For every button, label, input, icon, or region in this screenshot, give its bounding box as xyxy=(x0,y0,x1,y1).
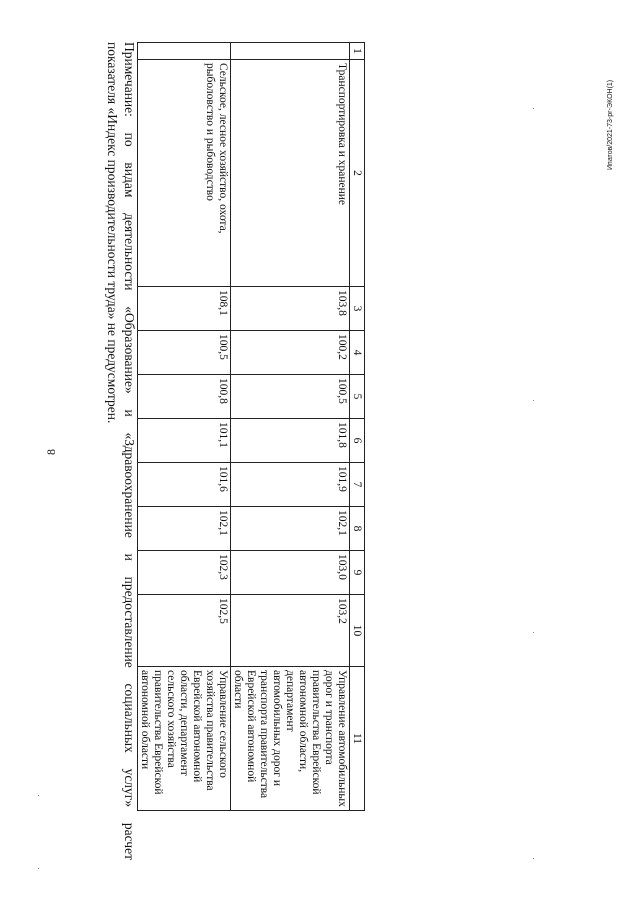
value-cell: 102,3 xyxy=(138,551,231,595)
value-cell: 103,0 xyxy=(231,551,350,595)
value-cell: 100,5 xyxy=(231,375,350,419)
header-cell: 4 xyxy=(350,331,365,375)
value-cell: 101,8 xyxy=(231,419,350,463)
value-cell: 100,8 xyxy=(138,375,231,419)
row-number-cell xyxy=(231,43,350,60)
responsible-body-cell: Управление сельского хозяйства правительства Еврейской автономной области, департамент сельского хозяйства правительства Еврейской автономной области xyxy=(138,667,231,811)
value-cell: 103,2 xyxy=(231,595,350,667)
header-cell: 3 xyxy=(350,287,365,331)
value-cell: 101,6 xyxy=(138,463,231,507)
value-cell: 103,8 xyxy=(231,287,350,331)
value-cell: 101,9 xyxy=(231,463,350,507)
scan-dot xyxy=(533,108,534,109)
value-cell: 108,1 xyxy=(138,287,231,331)
header-cell: 2 xyxy=(350,60,365,287)
value-cell: 102,5 xyxy=(138,595,231,667)
responsible-body-cell: Управление автомобильных дорог и транспорта правительства Еврейской автономной области, департамент автомобильных дорог и транспорта правительства Еврейской автономной области xyxy=(231,667,350,811)
row-number-cell xyxy=(138,43,231,60)
table-header-row xyxy=(350,43,365,811)
note-line-2: показателя «Индекс производительности труда» не предусмотрен. xyxy=(105,42,120,424)
scan-dot xyxy=(533,400,534,401)
header-cell: 6 xyxy=(350,419,365,463)
page-number: 8 xyxy=(44,449,58,455)
document-code: Ипатов/2021-73-рг-ЭКОН(1) xyxy=(607,79,614,170)
header-cell: 11 xyxy=(350,667,365,811)
value-cell: 100,2 xyxy=(231,331,350,375)
header-cell: 8 xyxy=(350,507,365,551)
value-cell: 100,5 xyxy=(138,331,231,375)
table-row xyxy=(231,43,350,811)
activity-name-cell: Сельское, лесное хозяйство, охота, рыболовство и рыбоводство xyxy=(138,60,231,287)
header-cell: 5 xyxy=(350,375,365,419)
header-cell: 1 xyxy=(350,43,365,60)
rotated-page-content xyxy=(80,42,365,866)
note-line-1: Примечание: по видам деятельности «Образование» и «Здравоохранение и предоставление социальных услуг» расчет xyxy=(122,42,137,860)
header-cell: 9 xyxy=(350,551,365,595)
table-row xyxy=(138,43,231,811)
scan-dot xyxy=(533,632,534,633)
value-cell: 102,1 xyxy=(231,507,350,551)
table-wrapper xyxy=(137,42,365,811)
scan-dot xyxy=(533,858,534,859)
scan-dot xyxy=(38,868,39,869)
header-cell: 7 xyxy=(350,463,365,507)
scan-dot xyxy=(38,795,39,796)
value-cell: 102,1 xyxy=(138,507,231,551)
labor-productivity-table xyxy=(137,42,365,811)
activity-name-cell: Транспортировка и хранение xyxy=(231,60,350,287)
header-cell: 10 xyxy=(350,595,365,667)
value-cell: 101,1 xyxy=(138,419,231,463)
table-note xyxy=(104,42,138,860)
